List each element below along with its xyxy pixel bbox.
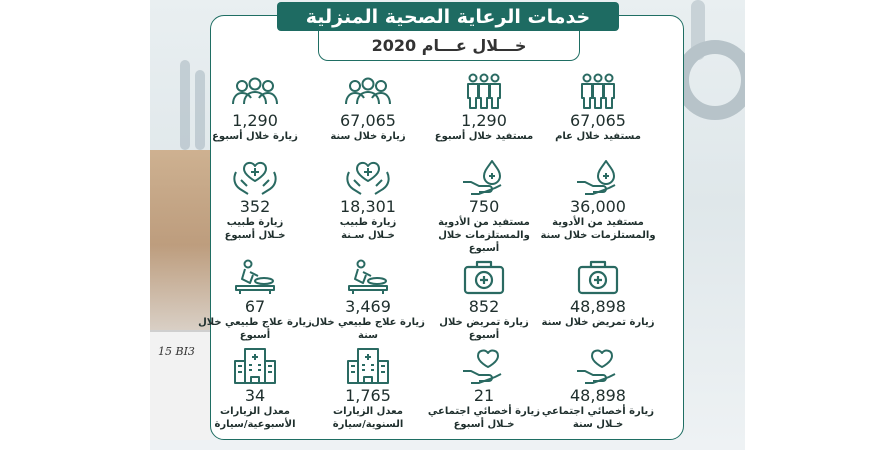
stat-item [424, 72, 544, 143]
stat-item [538, 258, 658, 329]
stat-item [195, 158, 315, 242]
stat-item [424, 347, 544, 431]
stat-label: زيارة طبيب [226, 217, 284, 228]
test-tube [180, 60, 190, 150]
stat-label: زيارة علاج طبيعي خلال أسبوع [198, 317, 312, 341]
stat-item [308, 72, 428, 143]
stat-label-line2: خـلال أسبوع [224, 230, 286, 241]
stat-item [538, 72, 658, 143]
stat-label-line2: خـلال سنة [572, 419, 624, 430]
stat-value: 34 [244, 386, 266, 405]
stat-label: زيارة علاج طبيعي خلال سنة [311, 317, 425, 341]
stat-label: مستفيد من الأدوية [438, 217, 530, 228]
stat-label-line2: الأسبوعية/سيارة [214, 419, 296, 430]
stat-value: 1,290 [461, 111, 507, 130]
stat-item [308, 347, 428, 431]
medicine-hand-icon [573, 158, 623, 196]
stat-value: 48,898 [570, 386, 626, 405]
hospital-building-icon [343, 347, 393, 385]
stat-label: زيارة أخصائي اجتماعي [541, 406, 655, 417]
stat-value: 352 [239, 197, 271, 216]
stat-value: 1,765 [345, 386, 391, 405]
stat-label-line2: خـلال أسبوع [453, 419, 515, 430]
stat-item [424, 258, 544, 342]
stat-label-line2: والمستلزمات خلال سنة [540, 230, 656, 241]
stat-item [308, 258, 428, 342]
stat-label: زيارة خلال أسبوع [212, 131, 298, 142]
people-standing-icon [459, 72, 509, 110]
page-title: خدمات الرعاية الصحية المنزلية [277, 2, 619, 31]
heart-hand-icon [573, 347, 623, 385]
lab-label-text: 15 BI3 [158, 345, 195, 358]
stat-value: 67,065 [570, 111, 626, 130]
stat-item [195, 72, 315, 143]
stat-value: 48,898 [570, 297, 626, 316]
stat-label: زيارة تمريض خلال سنة [541, 317, 655, 328]
stat-value: 18,301 [340, 197, 396, 216]
first-aid-kit-icon [459, 258, 509, 296]
stethoscope-icon [675, 40, 745, 120]
first-aid-kit-icon [573, 258, 623, 296]
people-group-icon [230, 72, 280, 110]
stat-label: زيارة تمريض خلال أسبوع [439, 317, 529, 341]
medicine-hand-icon [459, 158, 509, 196]
doctor-care-icon [343, 158, 393, 196]
stat-label: زيارة أخصائي اجتماعي [427, 406, 541, 417]
stat-value: 3,469 [345, 297, 391, 316]
page-subtitle: خـــلال عـــام 2020 [318, 31, 580, 61]
stat-label-line2: خـلال سـنة [341, 230, 395, 241]
hospital-building-icon [230, 347, 280, 385]
stat-value: 852 [468, 297, 500, 316]
stat-label-line2: السنوية/سيارة [332, 419, 404, 430]
stat-value: 67 [244, 297, 266, 316]
stat-item [538, 158, 658, 242]
stat-label: مستفيد من الأدوية [552, 217, 644, 228]
physiotherapy-icon [230, 258, 280, 296]
people-standing-icon [573, 72, 623, 110]
stat-label: معدل الزيارات [333, 406, 403, 417]
stat-item [195, 347, 315, 431]
doctor-care-icon [230, 158, 280, 196]
stat-item [195, 258, 315, 342]
stat-value: 67,065 [340, 111, 396, 130]
stat-item [538, 347, 658, 431]
stat-item [308, 158, 428, 242]
stat-value: 1,290 [232, 111, 278, 130]
stat-value: 36,000 [570, 197, 626, 216]
stat-label: زيارة خلال سنة [330, 131, 406, 142]
stat-value: 21 [473, 386, 495, 405]
stat-label: مستفيد خلال أسبوع [434, 131, 534, 142]
people-group-icon [343, 72, 393, 110]
stat-label: مستفيد خلال عام [555, 131, 641, 142]
stat-label: معدل الزيارات [220, 406, 290, 417]
stat-item [424, 158, 544, 255]
stat-label: زيارة طبيب [339, 217, 397, 228]
stat-value: 750 [468, 197, 500, 216]
stat-label-line2: والمستلزمات خلال أسبوع [438, 230, 530, 254]
physiotherapy-icon [343, 258, 393, 296]
heart-hand-icon [459, 347, 509, 385]
